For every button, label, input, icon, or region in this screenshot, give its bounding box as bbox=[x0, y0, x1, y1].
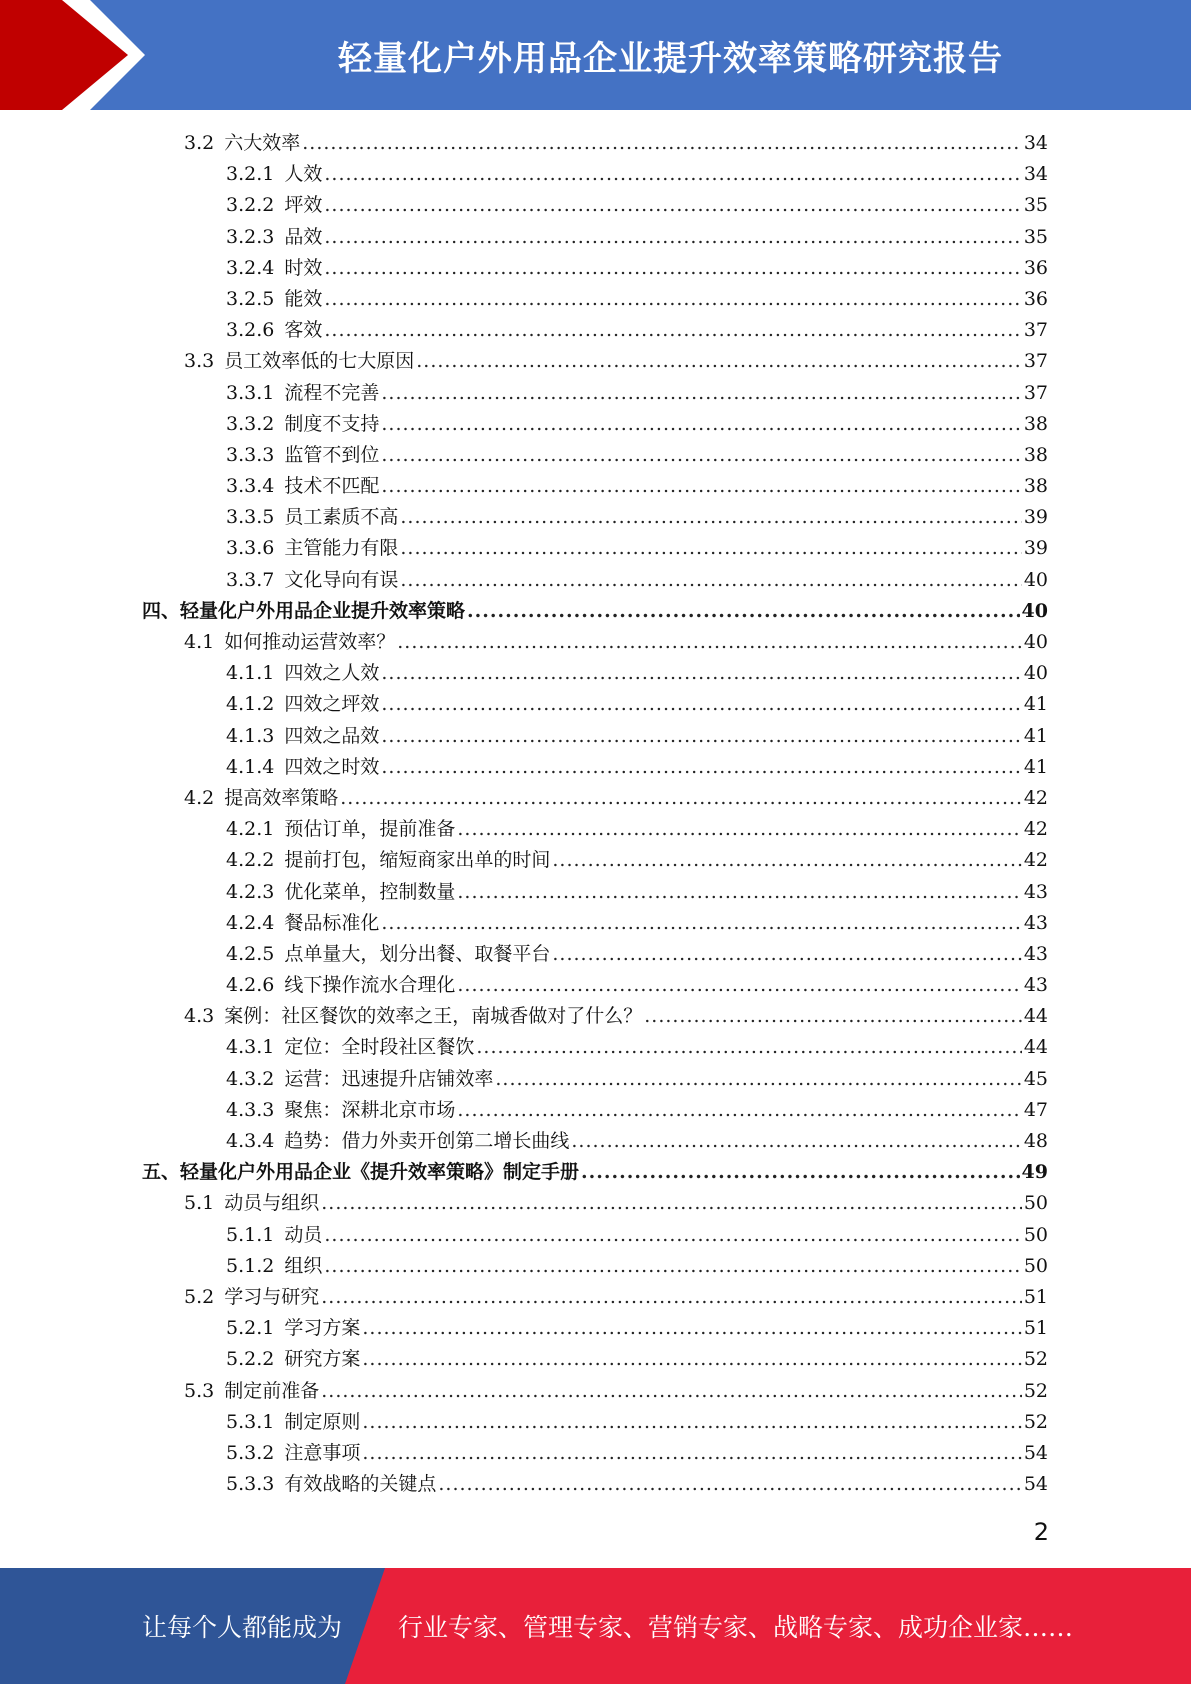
toc-entry-number: 5.3 bbox=[184, 1379, 215, 1402]
toc-dot-leader bbox=[324, 284, 1021, 315]
toc-dot-leader bbox=[581, 1157, 1020, 1188]
toc-entry-number: 3.3.3 bbox=[226, 443, 275, 466]
toc-entry-number: 3.3.1 bbox=[226, 381, 275, 404]
toc-entry[interactable] bbox=[142, 1032, 1048, 1063]
toc-entry-title: 人效 bbox=[284, 163, 323, 186]
toc-entry[interactable] bbox=[142, 1095, 1048, 1126]
toc-entry-title: 定位：全时段社区餐饮 bbox=[284, 1036, 475, 1059]
toc-dot-leader bbox=[362, 1344, 1021, 1375]
toc-entry-title: 学习方案 bbox=[284, 1317, 361, 1340]
toc-dot-leader bbox=[495, 1064, 1021, 1095]
toc-entry-title: 餐品标准化 bbox=[284, 911, 380, 934]
toc-entry-title: 能效 bbox=[284, 287, 323, 310]
toc-entry-page: 47 bbox=[1023, 1098, 1048, 1121]
toc-dot-leader bbox=[457, 1095, 1021, 1126]
toc-entry[interactable] bbox=[142, 1126, 1048, 1157]
toc-dot-leader bbox=[324, 1220, 1021, 1251]
toc-dot-leader bbox=[321, 1376, 1022, 1407]
toc-entry-page: 38 bbox=[1023, 475, 1048, 498]
toc-entry-number: 4.2.6 bbox=[226, 974, 275, 997]
toc-dot-leader bbox=[381, 908, 1021, 939]
toc-entry-number: 3.3.5 bbox=[226, 506, 275, 529]
toc-entry-title: 聚焦：深耕北京市场 bbox=[284, 1098, 456, 1121]
toc-entry-title: 有效战略的关键点 bbox=[284, 1473, 437, 1496]
toc-entry[interactable] bbox=[142, 627, 1048, 658]
toc-entry-number: 5.3.2 bbox=[226, 1441, 275, 1464]
toc-entry[interactable] bbox=[142, 190, 1048, 221]
toc-entry-title: 技术不匹配 bbox=[284, 475, 380, 498]
toc-entry-title: 监管不到位 bbox=[284, 443, 380, 466]
toc-entry-page: 43 bbox=[1023, 942, 1048, 965]
toc-entry-page: 52 bbox=[1023, 1410, 1048, 1433]
toc-entry-number: 5.1 bbox=[184, 1192, 215, 1215]
toc-entry-number: 4.2.4 bbox=[226, 911, 275, 934]
header-chevron-icon bbox=[0, 0, 160, 110]
toc-dot-leader bbox=[302, 128, 1022, 159]
toc-entry-title: 运营：迅速提升店铺效率 bbox=[284, 1067, 494, 1090]
page-header bbox=[0, 0, 1191, 110]
toc-entry-number: 4.1.3 bbox=[226, 724, 275, 747]
toc-entry-page: 40 bbox=[1021, 599, 1048, 622]
toc-dot-leader bbox=[457, 814, 1021, 845]
toc-entry-page: 41 bbox=[1023, 724, 1048, 747]
toc-dot-leader bbox=[381, 689, 1021, 720]
toc-entry-page: 43 bbox=[1023, 974, 1048, 997]
toc-entry-number: 4.2.3 bbox=[226, 880, 275, 903]
toc-entry[interactable] bbox=[142, 1438, 1048, 1469]
toc-entry-page: 36 bbox=[1023, 256, 1048, 279]
toc-entry[interactable] bbox=[142, 222, 1048, 253]
toc-dot-leader bbox=[381, 409, 1021, 440]
toc-entry[interactable] bbox=[142, 1407, 1048, 1438]
toc-entry-number: 3.2.4 bbox=[226, 256, 275, 279]
toc-entry-title: 主管能力有限 bbox=[284, 537, 399, 560]
toc-entry-page: 37 bbox=[1023, 350, 1048, 373]
toc-entry-page: 37 bbox=[1023, 381, 1048, 404]
toc-entry-page: 44 bbox=[1023, 1036, 1048, 1059]
toc-entry[interactable] bbox=[142, 1220, 1048, 1251]
toc-entry[interactable] bbox=[142, 533, 1048, 564]
toc-entry-page: 48 bbox=[1023, 1130, 1048, 1152]
toc-dot-leader bbox=[324, 159, 1021, 190]
toc-entry[interactable] bbox=[142, 346, 1048, 377]
toc-dot-leader bbox=[476, 1032, 1021, 1063]
toc-dot-leader bbox=[321, 1188, 1022, 1219]
toc-entry[interactable] bbox=[142, 315, 1048, 346]
toc-entry[interactable] bbox=[142, 814, 1048, 845]
toc-dot-leader bbox=[644, 1001, 1022, 1032]
toc-entry-page: 42 bbox=[1023, 786, 1048, 809]
toc-dot-leader bbox=[324, 222, 1021, 253]
toc-entry-title: 预估订单，提前准备 bbox=[284, 818, 456, 841]
toc-entry-title: 点单量大，划分出餐、取餐平台 bbox=[284, 942, 551, 965]
toc-entry-title: 四效之人效 bbox=[284, 662, 380, 685]
toc-entry-title: 文化导向有误 bbox=[284, 568, 399, 591]
toc-entry[interactable] bbox=[142, 1157, 1048, 1188]
toc-entry-page: 35 bbox=[1023, 225, 1048, 248]
toc-entry-number: 4.1.2 bbox=[226, 693, 275, 716]
toc-entry[interactable] bbox=[142, 471, 1048, 502]
toc-dot-leader bbox=[416, 346, 1022, 377]
toc-entry-number: 5.2.2 bbox=[226, 1348, 275, 1371]
footer-slogan-left: 让每个人都能成为 bbox=[142, 1613, 343, 1642]
toc-entry-page: 44 bbox=[1023, 1005, 1048, 1028]
toc-entry-page: 34 bbox=[1023, 163, 1048, 186]
toc-entry-title: 制定原则 bbox=[284, 1410, 361, 1433]
toc-entry-page: 39 bbox=[1023, 506, 1048, 529]
toc-entry-title: 六大效率 bbox=[224, 132, 301, 154]
toc-entry-page: 50 bbox=[1023, 1223, 1048, 1246]
toc-entry[interactable] bbox=[142, 409, 1048, 440]
toc-entry-number: 4.3.1 bbox=[226, 1036, 275, 1059]
toc-entry[interactable] bbox=[142, 378, 1048, 409]
toc-entry-number: 4.3.2 bbox=[226, 1067, 275, 1090]
toc-entry-page: 41 bbox=[1023, 693, 1048, 716]
page-footer bbox=[0, 1568, 1191, 1684]
toc-entry[interactable] bbox=[142, 1064, 1048, 1095]
toc-entry-title: 动员与组织 bbox=[224, 1192, 320, 1215]
toc-entry-number: 3.2.5 bbox=[226, 287, 275, 310]
toc-entry-number: 3.3.4 bbox=[226, 475, 275, 498]
toc-entry-page: 54 bbox=[1023, 1473, 1048, 1496]
toc-dot-leader bbox=[438, 1469, 1021, 1500]
toc-dot-leader bbox=[571, 1126, 1021, 1157]
toc-entry-number: 5.2 bbox=[184, 1285, 215, 1308]
toc-entry[interactable] bbox=[142, 877, 1048, 908]
toc-entry-title: 制度不支持 bbox=[284, 412, 380, 435]
toc-entry-page: 45 bbox=[1023, 1067, 1048, 1090]
toc-entry-page: 36 bbox=[1023, 287, 1048, 310]
toc-entry[interactable] bbox=[142, 908, 1048, 939]
page-number: 2 bbox=[1033, 1518, 1049, 1546]
toc-entry-page: 39 bbox=[1023, 537, 1048, 560]
toc-entry-number: 3.2.3 bbox=[226, 225, 275, 248]
toc-entry-page: 50 bbox=[1023, 1254, 1048, 1277]
toc-entry[interactable] bbox=[142, 284, 1048, 315]
toc-entry[interactable] bbox=[142, 440, 1048, 471]
toc-entry-title: 四效之坪效 bbox=[284, 693, 380, 716]
toc-entry-title: 坪效 bbox=[284, 194, 323, 217]
toc-dot-leader bbox=[324, 190, 1021, 221]
toc-entry-page: 34 bbox=[1023, 132, 1048, 154]
toc-entry[interactable] bbox=[142, 1469, 1048, 1500]
toc-entry[interactable] bbox=[142, 939, 1048, 970]
toc-entry-title: 提高效率策略 bbox=[224, 786, 339, 809]
toc-entry-title: 注意事项 bbox=[284, 1441, 361, 1464]
toc-entry-title: 品效 bbox=[284, 225, 323, 248]
toc-dot-leader bbox=[324, 1251, 1021, 1282]
toc-entry[interactable] bbox=[142, 689, 1048, 720]
toc-entry-title: 研究方案 bbox=[284, 1348, 361, 1371]
toc-entry-number: 3.3.7 bbox=[226, 568, 275, 591]
toc-entry-page: 43 bbox=[1023, 880, 1048, 903]
toc-entry[interactable] bbox=[142, 1344, 1048, 1375]
toc-entry[interactable] bbox=[142, 1376, 1048, 1407]
toc-entry-title: 四效之时效 bbox=[284, 755, 380, 778]
toc-dot-leader bbox=[381, 378, 1021, 409]
toc-entry[interactable] bbox=[142, 752, 1048, 783]
toc-entry-title: 四、轻量化户外用品企业提升效率策略 bbox=[142, 599, 466, 622]
toc-dot-leader bbox=[362, 1438, 1021, 1469]
toc-entry-number: 5.1.2 bbox=[226, 1254, 275, 1277]
toc-entry[interactable] bbox=[142, 565, 1048, 596]
toc-entry-number: 4.1.4 bbox=[226, 755, 275, 778]
toc-entry-title: 动员 bbox=[284, 1223, 323, 1246]
toc-entry-page: 51 bbox=[1023, 1285, 1048, 1308]
toc-entry-number: 3.3.6 bbox=[226, 537, 275, 560]
toc-entry[interactable] bbox=[142, 658, 1048, 689]
toc-entry[interactable] bbox=[142, 721, 1048, 752]
toc-dot-leader bbox=[400, 565, 1021, 596]
toc-entry-page: 40 bbox=[1023, 662, 1048, 685]
toc-entry-number: 3.3.2 bbox=[226, 412, 275, 435]
toc-entry-page: 54 bbox=[1023, 1441, 1048, 1464]
toc-entry-title: 流程不完善 bbox=[284, 381, 380, 404]
toc-entry-page: 51 bbox=[1023, 1317, 1048, 1340]
toc-entry-page: 43 bbox=[1023, 911, 1048, 934]
toc-dot-leader bbox=[381, 658, 1021, 689]
toc-entry-number: 4.1.1 bbox=[226, 662, 275, 685]
toc-entry-number: 3.2.1 bbox=[226, 163, 275, 186]
toc-entry[interactable] bbox=[142, 783, 1048, 814]
toc-dot-leader bbox=[381, 721, 1021, 752]
toc-entry-number: 4.2.1 bbox=[226, 818, 275, 841]
toc-dot-leader bbox=[397, 627, 1022, 658]
toc-entry-number: 4.1 bbox=[184, 631, 215, 653]
toc-entry-page: 52 bbox=[1023, 1379, 1048, 1402]
toc-entry-title: 时效 bbox=[284, 256, 323, 279]
toc-entry[interactable] bbox=[142, 970, 1048, 1001]
document-title: 轻量化户外用品企业提升效率策略研究报告 bbox=[338, 38, 1003, 79]
toc-dot-leader bbox=[324, 315, 1021, 346]
toc-entry-number: 3.3 bbox=[184, 350, 215, 373]
toc-entry[interactable] bbox=[142, 1188, 1048, 1219]
toc-entry-number: 3.2.6 bbox=[226, 319, 275, 342]
toc-entry-number: 5.1.1 bbox=[226, 1223, 275, 1246]
toc-entry-page: 38 bbox=[1023, 412, 1048, 435]
toc-entry-title: 案例：社区餐饮的效率之王，南城香做对了什么？ bbox=[224, 1005, 643, 1028]
toc-dot-leader bbox=[340, 783, 1022, 814]
toc-dot-leader bbox=[362, 1313, 1021, 1344]
toc-dot-leader bbox=[400, 502, 1021, 533]
toc-entry-title: 趋势：借力外卖开创第二增长曲线 bbox=[284, 1130, 570, 1152]
table-of-contents bbox=[142, 128, 1048, 1500]
toc-entry-title: 优化菜单，控制数量 bbox=[284, 880, 456, 903]
toc-dot-leader bbox=[381, 471, 1021, 502]
toc-entry-number: 4.2.2 bbox=[226, 849, 275, 872]
toc-entry-title: 五、轻量化户外用品企业《提升效率策略》制定手册 bbox=[142, 1161, 580, 1184]
toc-entry-title: 员工素质不高 bbox=[284, 506, 399, 529]
toc-entry-title: 组织 bbox=[284, 1254, 323, 1277]
toc-entry[interactable] bbox=[142, 845, 1048, 876]
toc-entry-page: 42 bbox=[1023, 849, 1048, 872]
toc-entry-number: 4.3.4 bbox=[226, 1130, 275, 1152]
toc-entry-page: 41 bbox=[1023, 755, 1048, 778]
toc-entry[interactable] bbox=[142, 1313, 1048, 1344]
toc-entry-title: 提前打包，缩短商家出单的时间 bbox=[284, 849, 551, 872]
footer-slogan-right: 行业专家、管理专家、营销专家、战略专家、成功企业家…… bbox=[398, 1613, 1074, 1642]
toc-entry-number: 5.3.1 bbox=[226, 1410, 275, 1433]
toc-entry-title: 员工效率低的七大原因 bbox=[224, 350, 415, 373]
toc-entry-number: 3.2.2 bbox=[226, 194, 275, 217]
toc-entry-number: 5.2.1 bbox=[226, 1317, 275, 1340]
toc-dot-leader bbox=[381, 752, 1021, 783]
toc-entry[interactable] bbox=[142, 596, 1048, 627]
toc-entry-number: 4.3 bbox=[184, 1005, 215, 1028]
toc-dot-leader bbox=[321, 1282, 1022, 1313]
toc-entry-number: 4.2.5 bbox=[226, 942, 275, 965]
toc-entry-title: 制定前准备 bbox=[224, 1379, 320, 1402]
toc-entry-page: 37 bbox=[1023, 319, 1048, 342]
toc-entry[interactable] bbox=[142, 128, 1048, 159]
toc-dot-leader bbox=[362, 1407, 1021, 1438]
toc-entry-title: 如何推动运营效率？ bbox=[224, 631, 396, 653]
toc-entry[interactable] bbox=[142, 159, 1048, 190]
toc-dot-leader bbox=[457, 877, 1021, 908]
toc-entry[interactable] bbox=[142, 1251, 1048, 1282]
toc-entry-number: 3.2 bbox=[184, 132, 215, 154]
toc-entry-title: 四效之品效 bbox=[284, 724, 380, 747]
toc-entry-page: 35 bbox=[1023, 194, 1048, 217]
toc-entry[interactable] bbox=[142, 253, 1048, 284]
toc-entry-title: 学习与研究 bbox=[224, 1285, 320, 1308]
toc-entry[interactable] bbox=[142, 502, 1048, 533]
toc-dot-leader bbox=[552, 845, 1021, 876]
toc-dot-leader bbox=[381, 440, 1021, 471]
toc-entry-page: 52 bbox=[1023, 1348, 1048, 1371]
toc-entry-number: 4.3.3 bbox=[226, 1098, 275, 1121]
toc-entry-title: 线下操作流水合理化 bbox=[284, 974, 456, 997]
toc-entry-page: 50 bbox=[1023, 1192, 1048, 1215]
toc-dot-leader bbox=[467, 596, 1020, 627]
toc-dot-leader bbox=[400, 533, 1021, 564]
toc-dot-leader bbox=[552, 939, 1021, 970]
toc-dot-leader bbox=[457, 970, 1021, 1001]
toc-entry-page: 42 bbox=[1023, 818, 1048, 841]
toc-entry-page: 49 bbox=[1021, 1161, 1048, 1184]
toc-entry-page: 40 bbox=[1023, 631, 1048, 653]
toc-entry[interactable] bbox=[142, 1282, 1048, 1313]
toc-dot-leader bbox=[324, 253, 1021, 284]
toc-entry-page: 40 bbox=[1023, 568, 1048, 591]
toc-entry-number: 5.3.3 bbox=[226, 1473, 275, 1496]
toc-entry-number: 4.2 bbox=[184, 786, 215, 809]
toc-entry[interactable] bbox=[142, 1001, 1048, 1032]
toc-entry-page: 38 bbox=[1023, 443, 1048, 466]
toc-entry-title: 客效 bbox=[284, 319, 323, 342]
